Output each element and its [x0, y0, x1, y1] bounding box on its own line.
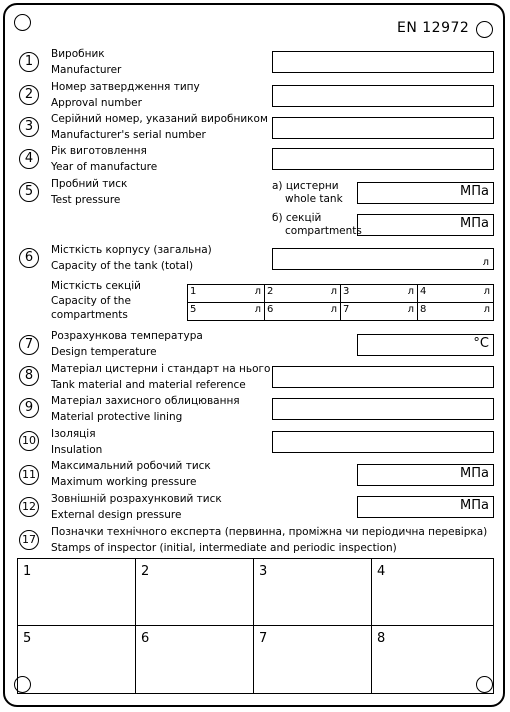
cell-number: 6 [267, 304, 274, 315]
stamp-box[interactable] [253, 558, 372, 626]
label-ua: Рік виготовлення [51, 145, 147, 157]
cell-number: 5 [190, 304, 197, 315]
compartments-test-pressure-field[interactable] [357, 214, 494, 236]
label-max-working-pressure [51, 458, 211, 490]
item-number-10: 10 [19, 431, 39, 451]
unit-mpa: МПа [460, 216, 489, 231]
item-number-5: 5 [19, 182, 39, 202]
compartment-cell[interactable] [340, 302, 418, 321]
stamp-number: 1 [23, 564, 32, 579]
unit-litre: л [407, 304, 414, 315]
label-inspector-stamps [51, 524, 487, 556]
label-ua: Матеріал захисного облицювання [51, 395, 240, 407]
label-tank-capacity [51, 242, 212, 274]
item-number-2: 2 [19, 85, 39, 105]
label-ua: Ізоляція [51, 428, 96, 440]
unit-litre: л [483, 304, 490, 315]
protective-lining-field[interactable] [272, 398, 494, 420]
compartment-cell[interactable] [187, 284, 265, 303]
label-en: Manufacturer's serial number [51, 129, 206, 141]
label-ua: Матеріал цистерни і стандарт на нього [51, 363, 271, 375]
label-en: Manufacturer [51, 64, 122, 76]
stamp-number: 2 [141, 564, 150, 579]
label-serial-number [51, 111, 268, 143]
tank-capacity-field[interactable] [272, 248, 494, 270]
max-working-pressure-field[interactable] [357, 464, 494, 486]
label-ua: Виробник [51, 48, 105, 60]
label-en: Capacity of the tank (total) [51, 260, 194, 272]
item-number-11: 11 [19, 465, 39, 485]
cell-number: 1 [190, 286, 197, 297]
stamp-box[interactable] [253, 625, 372, 694]
label-ua: б) секцій [272, 212, 322, 224]
label-ua: Зовнішній розрахунковий тиск [51, 493, 222, 505]
label-ua: Серійний номер, указаний виробником [51, 113, 268, 125]
label-en: Year of manufacture [51, 161, 158, 173]
label-design-temperature [51, 328, 203, 360]
unit-litre: л [330, 304, 337, 315]
compartment-cell[interactable] [417, 284, 494, 303]
item-number-17: 17 [19, 530, 39, 550]
insulation-field[interactable] [272, 431, 494, 453]
item-number-6: 6 [19, 248, 39, 268]
compartment-cell[interactable] [264, 302, 341, 321]
label-tank-material [51, 361, 270, 393]
label-en: Test pressure [51, 194, 121, 206]
label-ua: а) цистерни [272, 180, 339, 192]
label-manufacturer [51, 46, 121, 78]
stamp-box[interactable] [371, 625, 494, 694]
compartment-cell[interactable] [417, 302, 494, 321]
label-whole-tank [272, 180, 343, 206]
stamp-box[interactable] [17, 558, 136, 626]
item-number-4: 4 [19, 149, 39, 169]
label-ua: Місткість секцій [51, 280, 142, 292]
label-ua: Місткість корпусу (загальна) [51, 244, 212, 256]
label-approval-number [51, 79, 200, 111]
stamp-number: 5 [23, 631, 32, 646]
label-ua: Номер затвердження типу [51, 81, 200, 93]
approval-number-field[interactable] [272, 85, 494, 107]
unit-mpa: МПа [460, 466, 489, 481]
label-en: compartments [285, 225, 362, 237]
cell-number: 7 [343, 304, 350, 315]
cell-number: 3 [343, 286, 350, 297]
unit-litre: л [254, 286, 261, 297]
mounting-hole-top-left [14, 14, 31, 31]
design-temperature-field[interactable] [357, 334, 494, 356]
item-number-1: 1 [19, 52, 39, 72]
label-en: whole tank [285, 193, 343, 205]
label-year-of-manufacture [51, 143, 157, 175]
label-ua: Розрахункова температура [51, 330, 203, 342]
label-en: Approval number [51, 97, 142, 109]
label-external-design-pressure [51, 491, 222, 523]
label-protective-lining [51, 393, 240, 425]
unit-litre: л [330, 286, 337, 297]
standard-reference: EN 12972 [397, 20, 470, 36]
unit-mpa: МПа [460, 184, 489, 199]
whole-tank-test-pressure-field[interactable] [357, 182, 494, 204]
stamp-box[interactable] [135, 625, 254, 694]
manufacturer-field[interactable] [272, 51, 494, 73]
stamp-number: 8 [377, 631, 386, 646]
label-en: Maximum working pressure [51, 476, 197, 488]
label-en: Insulation [51, 444, 103, 456]
year-of-manufacture-field[interactable] [272, 148, 494, 170]
label-en: compartments [51, 309, 128, 321]
mounting-hole-top-right [476, 21, 493, 38]
item-number-9: 9 [19, 398, 39, 418]
item-number-7: 7 [19, 335, 39, 355]
stamp-box[interactable] [135, 558, 254, 626]
unit-litre: л [482, 257, 489, 268]
label-ua: Максимальний робочий тиск [51, 460, 211, 472]
item-number-12: 12 [19, 497, 39, 517]
label-en: Capacity of the [51, 294, 131, 307]
external-design-pressure-field[interactable] [357, 496, 494, 518]
label-en: External design pressure [51, 509, 182, 521]
unit-celsius: °C [473, 336, 489, 351]
stamp-number: 7 [259, 631, 268, 646]
compartment-cell[interactable] [264, 284, 341, 303]
unit-litre: л [407, 286, 414, 297]
cell-number: 2 [267, 286, 274, 297]
label-compartment-capacity [51, 279, 141, 323]
label-en: Design temperature [51, 346, 157, 358]
compartment-cell[interactable] [340, 284, 418, 303]
cell-number: 8 [420, 304, 427, 315]
label-ua: Пробний тиск [51, 178, 128, 190]
item-number-3: 3 [19, 117, 39, 137]
unit-litre: л [483, 286, 490, 297]
compartment-cell[interactable] [187, 302, 265, 321]
stamp-number: 3 [259, 564, 268, 579]
label-en: Stamps of inspector (initial, intermediate and periodic inspection) [51, 542, 397, 554]
stamp-box[interactable] [17, 625, 136, 694]
unit-mpa: МПа [460, 498, 489, 513]
stamp-box[interactable] [371, 558, 494, 626]
stamp-number: 4 [377, 564, 386, 579]
serial-number-field[interactable] [272, 117, 494, 139]
cell-number: 4 [420, 286, 427, 297]
tank-material-field[interactable] [272, 366, 494, 388]
label-en: Tank material and material reference [51, 379, 246, 391]
label-en: Material protective lining [51, 411, 183, 423]
label-test-pressure [51, 176, 127, 208]
unit-litre: л [254, 304, 261, 315]
label-insulation [51, 426, 102, 458]
item-number-8: 8 [19, 366, 39, 386]
label-ua: Позначки технічного експерта (первинна, проміжна чи періодична перевірка) [51, 526, 488, 538]
stamp-number: 6 [141, 631, 150, 646]
label-compartments-test [272, 212, 362, 238]
